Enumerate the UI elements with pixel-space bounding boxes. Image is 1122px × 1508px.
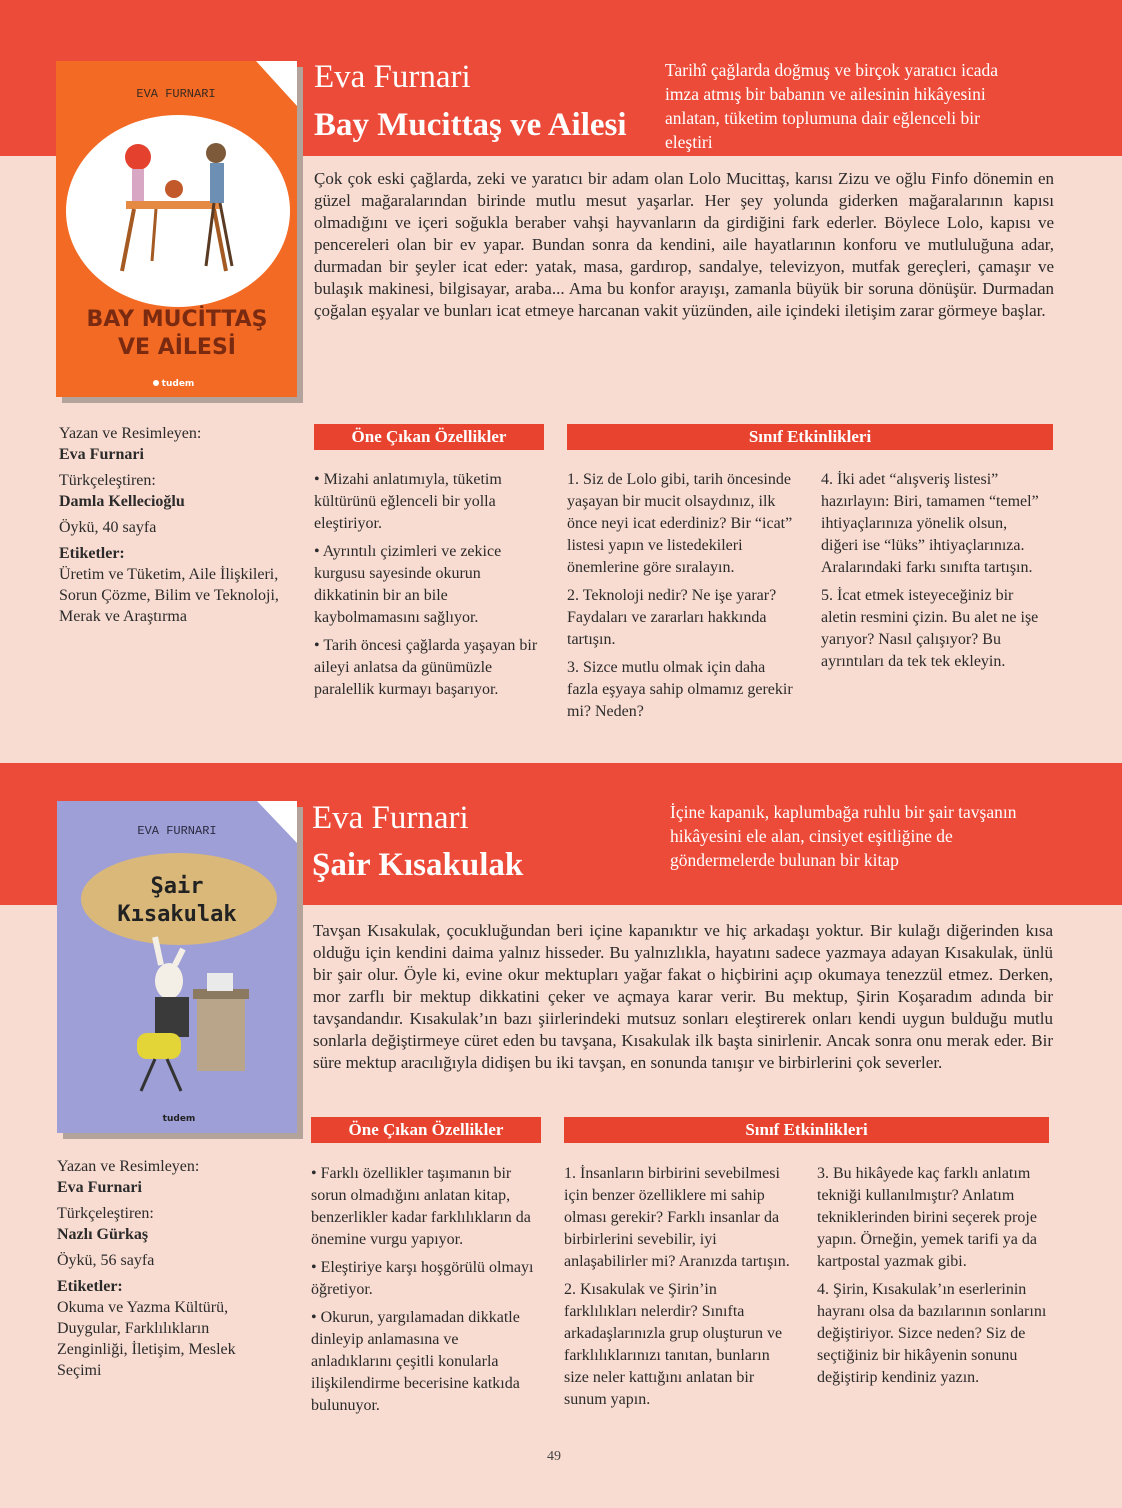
book2-activities-col2 (817, 1163, 1049, 1395)
book1-activities-header: Sınıf Etkinlikleri (567, 424, 1053, 450)
book2-translator-value: Nazlı Gürkaş (57, 1226, 149, 1243)
book1-feature-item: • Ayrıntılı çizimleri ve zekice kurgusu sayesinde okurun dikkatinin bir an bile kaybolmamasını sağlıyor. (314, 543, 502, 626)
book1-activity-item: 4. İki adet “alışveriş listesi” hazırlayın: Biri, tamamen “temel” ihtiyaçlarınıza yönelik olsun, diğeri ise “lüks” ihtiyaçlarınıza. Aralarındaki farkı sınıfta tartışın. (821, 471, 1039, 576)
book2-description: Tavşan Kısakulak, çocukluğundan beri içine kapanıktır ve hiç arkadaşı yoktur. Bir kulağı diğerinden kısa olduğu için kendini daima yalnız hisseder. Bu yalnızlıkla, hayatını sadece yazmaya adayan Kısakulak, ünlü bir şair olur. Öyle ki, evine okur mektupları yağar fakat o hiçbirini açıp okumaya tenezzül etmez. Derken, mor zarflı bir mektup dikkatini çeker ve açmaya karar verir. Bu mektup, Şirin Koşaradım adında bir tavşandandır. Kısakulak’ın bazı şiirlerindeki mutsuz sonları eleştirerek onları kendi uygun bulduğu mutlu sonlarla değiştirmeye cüret eden bu tavşana, Kısakulak ilk başta sinirlenir. Ancak sonra onu merak eder. Bir süre mektup aracılığıyla didişen bu iki tavşan, en sonunda tanışır ve birbirlerini çok severler. (313, 921, 1053, 1072)
book2-cover-title1: Şair (150, 874, 204, 899)
book1-tags: Üretim ve Tüketim, Aile İlişkileri, Sorun Çözme, Bilim ve Teknoloji, Merak ve Araştırma (59, 566, 279, 625)
book2-author-label: Yazan ve Resimleyen: (57, 1158, 200, 1175)
book1-author-label: Yazan ve Resimleyen: (59, 425, 202, 442)
book1-activities-col1 (567, 469, 799, 729)
book1-activity-item: 2. Teknoloji nedir? Ne işe yarar? Faydaları ve zararları hakkında tartışın. (567, 587, 777, 648)
book2-cover-title-blob (81, 853, 277, 945)
book1-cover-woman-head (125, 144, 151, 170)
book2-author-value: Eva Furnari (57, 1179, 142, 1196)
book2-cover-typewriter (207, 973, 233, 991)
book2-cover-rabbit-legs (137, 1033, 181, 1059)
book1-activity-item: 3. Sizce mutlu olmak için daha fazla eşyaya sahip olmamız gerekir mi? Neden? (567, 659, 793, 720)
book2-cover-author: EVA FURNARI (137, 824, 217, 838)
book1-cover-pot (165, 180, 183, 198)
book1-translator-value: Damla Kellecioğlu (59, 493, 185, 510)
book1-cover-art (56, 61, 297, 397)
book1-cover (56, 61, 297, 397)
book1-translator-label: Türkçeleştiren: (59, 472, 156, 489)
book2-cover-rabbit-head (155, 963, 183, 999)
book1-format: Öykü, 40 sayfa (59, 519, 157, 536)
book1-description: Çok çok eski çağlarda, zeki ve yaratıcı bir adam olan Lolo Mucittaş, karısı Zizu ve oğlu Finfo dönemin en güzel mağaralarından birinde mutlu mesut yaşarlar. Her şey yolunda giderken mağaralarının kapısı olmadığını ve içeri soğukla beraber vahşi hayvanların da girdiğini fark ederler. Böylece Lolo, kapısı ve pencereleri olan bir ev yapar. Bundan sonra da kendini, aile hayatlarının konforu ve mutluluğuna adar, durmadan bir şeyler icat eder: yatak, masa, gardırop, sandalye, televizyon, mutfak gereçleri, çamaşır ve bulaşık makinesi, bilgisayar, araba... Ama bu konfor arayışı, zamanla büyük bir soruna dönüşür. Durmadan çoğalan eşyalar ve bunları icat etmeye harcanan vakit yüzünden, aile içindeki iletişim zarar görmeye başlar. (314, 169, 1054, 320)
book2-activity-item: 2. Kısakulak ve Şirin’in farklılıkları nelerdir? Sınıfta arkadaşlarınızla grup oluşturun ve farklılıklarınızı tanıtan, bunların size neler kattığını anlatan bir sunum yapın. (564, 1281, 783, 1408)
book1-features (314, 469, 544, 707)
book2-meta (57, 1156, 282, 1381)
book2-activity-item: 3. Bu hikâyede kaç farklı anlatım tekniği kullanılmıştır? Anlatım tekniklerinden birini seçerek proje yapın. Örneğin, yemek tarifi ya da kartpostal yazmak gibi. (817, 1165, 1037, 1270)
book1-activities-col2 (821, 469, 1047, 679)
book2-tagline: İçine kapanık, kaplumbağa ruhlu bir şair tavşanın hikâyesini ele alan, cinsiyet eşitliğine de göndermelerde bulunan bir kitap (670, 802, 1017, 870)
book2-author: Eva Furnari (312, 800, 469, 836)
book2-tags: Okuma ve Yazma Kültürü, Duygular, Farklılıkların Zenginliği, İletişim, Meslek Seçimi (57, 1299, 236, 1379)
book1-cover-author: EVA FURNARI (136, 87, 216, 101)
book2-translator-label: Türkçeleştiren: (57, 1205, 154, 1222)
book2-feature-item: • Farklı özellikler taşımanın bir sorun olmadığını anlatan kitap, benzerlikler kadar farklılıkların da önemine vurgu yapıyor. (311, 1165, 531, 1248)
book1-meta (59, 423, 284, 627)
book2-activity-item: 4. Şirin, Kısakulak’ın eserlerinin hayranı olsa da bazılarının sonlarını değiştiriyor. Sizce neden? Siz de seçtiğiniz bir hikâyenin sonunu değiştirip kendiniz yazın. (817, 1281, 1047, 1386)
book1-cover-title1: BAY MUCİTTAŞ (86, 307, 268, 332)
book1-activity-item: 1. Siz de Lolo gibi, tarih öncesinde yaşayan bir mucit olsaydınız, ilk önce neyi icat ederdiniz? Bir “icat” listesi yapın ve listedekileri önemlerine göre sıralayın. (567, 471, 793, 576)
book1-cover-publisher-logo (153, 380, 159, 386)
book1-cover-table-top (126, 201, 221, 209)
book1-cover-publisher: tudem (161, 379, 195, 389)
book2-title: Şair Kısakulak (312, 847, 524, 883)
page-number: 49 (547, 1449, 561, 1464)
book1-activity-item: 5. İcat etmek isteyeceğiniz bir aletin resmini çizin. Bu alet ne işe yarıyor? Nasıl çalışıyor? Bu ayrıntıları da tek tek ekleyin. (821, 587, 1039, 670)
book2-cover-title2: Kısakulak (117, 902, 237, 927)
book2-cover-publisher: tudem (162, 1114, 196, 1124)
book1-tags-label: Etiketler: (59, 545, 125, 562)
book2-features (311, 1163, 541, 1423)
book2-feature-item: • Okurun, yargılamadan dikkatle dinleyip anlamasına ve anladıklarını çeşitli konularla ilişkilendirme becerisine katkıda bulunuyor. (311, 1309, 520, 1414)
book2-tags-label: Etiketler: (57, 1278, 123, 1295)
book2-activity-item: 1. İnsanların birbirini sevebilmesi için benzer özelliklere mi sahip olması gerekir? Farklı insanlar da birbirlerini sevebilir, iyi anlaşabilirler mi? Aranızda tartışın. (564, 1165, 790, 1270)
book1-feature-item: • Tarih öncesi çağlarda yaşayan bir aileyi anlatsa da günümüzle paralellik kurmayı başarıyor. (314, 637, 538, 698)
book1-author: Eva Furnari (314, 59, 471, 95)
book1-cover-man-head (206, 143, 226, 163)
book2-format: Öykü, 56 sayfa (57, 1252, 155, 1269)
book2-activities-col1 (564, 1163, 792, 1417)
book1-author-value: Eva Furnari (59, 446, 144, 463)
book1-cover-title2: VE AİLESİ (117, 335, 237, 360)
book1-tagline: Tarihî çağlarda doğmuş ve birçok yaratıcı icada imza atmış bir babanın ve ailesinin hikâyesini anlatan, tüketim toplumuna dair eğlenceli bir eleştiri (665, 60, 999, 152)
book2-cover-desk (197, 997, 245, 1071)
book2-activities-header: Sınıf Etkinlikleri (564, 1117, 1049, 1143)
book2-cover-rabbit-body (155, 997, 189, 1037)
book2-cover (57, 801, 297, 1133)
book1-cover-ellipse (66, 115, 290, 307)
book1-features-header: Öne Çıkan Özellikler (314, 424, 544, 450)
book2-cover-art (57, 801, 297, 1133)
book1-title: Bay Mucittaş ve Ailesi (314, 107, 627, 143)
book2-features-header: Öne Çıkan Özellikler (311, 1117, 541, 1143)
book2-feature-item: • Eleştiriye karşı hoşgörülü olmayı öğretiyor. (311, 1259, 534, 1298)
book1-feature-item: • Mizahi anlatımıyla, tüketim kültürünü eğlenceli bir yolla eleştiriyor. (314, 471, 502, 532)
